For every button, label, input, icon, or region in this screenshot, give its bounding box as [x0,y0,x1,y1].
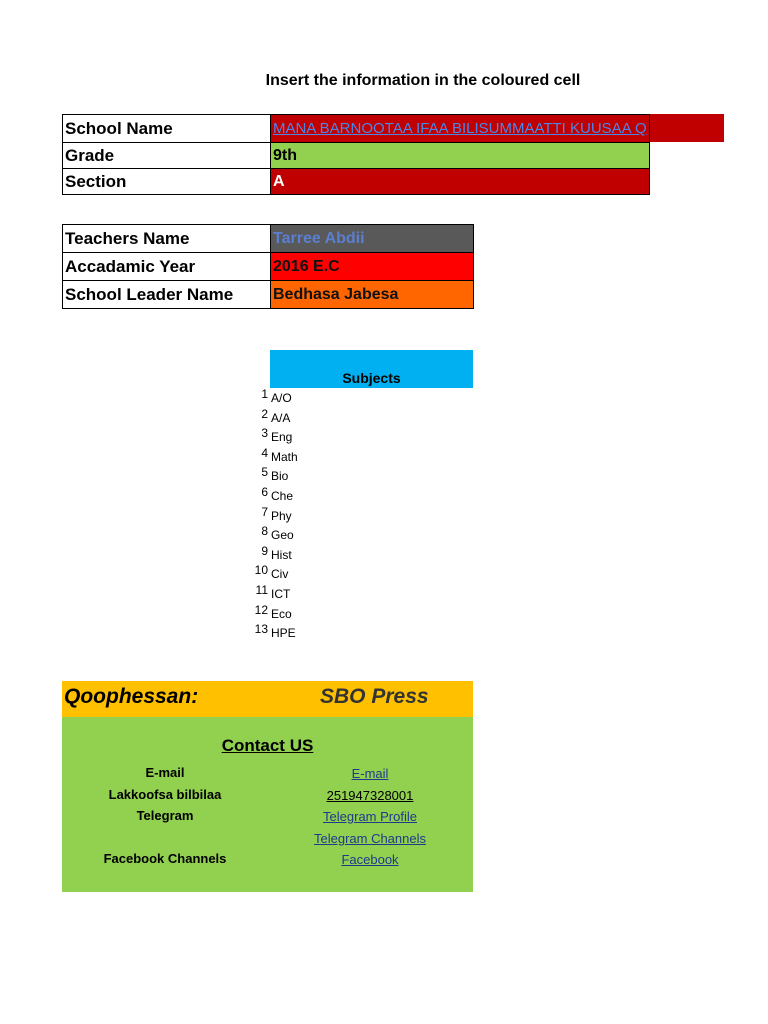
school-name-label: School Name [63,115,271,143]
subject-number: 13 [254,622,268,637]
school-info-table [62,114,650,195]
subject-name: Math [271,449,298,464]
email-link[interactable]: E-mail [351,766,389,781]
facebook-link[interactable]: Facebook [341,852,399,867]
subject-number: 10 [254,563,268,578]
subject-name: Bio [271,469,289,484]
leader-value[interactable]: Bedhasa Jabesa [271,281,474,309]
subjects-header [270,350,473,388]
subject-row [240,624,360,644]
subject-name: A/O [271,391,292,405]
facebook-label: Facebook Channels [103,851,227,866]
phone-label: Lakkoofsa bilbilaa [108,787,222,802]
prepared-by-value: SBO Press [320,685,429,708]
section-label: Section [63,169,271,195]
subject-name: Phy [271,508,292,523]
contact-box [62,717,473,892]
subject-number: 8 [261,524,268,539]
subject-number: 9 [261,543,268,558]
prepared-by-label: Qoophessan: [64,685,199,708]
subject-name: Che [271,488,294,503]
grade-value[interactable]: 9th [271,143,650,169]
subject-name: Geo [271,528,294,543]
subject-name: Civ [271,567,289,582]
year-label: Accadamic Year [63,253,271,281]
subject-name: Eng [271,430,293,445]
subject-name: HPE [271,626,296,641]
subject-number: 5 [261,465,268,480]
subject-name: A/A [271,410,291,425]
subject-number: 4 [261,445,268,460]
subject-number: 2 [261,406,268,421]
telegram-channels-link[interactable]: Telegram Channels [313,831,426,846]
subjects-header-label: Subjects [342,370,401,386]
instruction-text: Insert the information in the coloured cell [265,72,581,89]
subjects-list [240,389,360,644]
phone-value[interactable]: 251947328001 [326,788,414,803]
subject-name: ICT [271,586,291,601]
teacher-label: Teachers Name [63,225,271,253]
subject-number: 11 [255,582,268,597]
leader-label: School Leader Name [63,281,271,309]
subject-number: 12 [254,602,268,617]
section-value[interactable]: A [271,169,650,195]
teacher-value[interactable]: Tarree Abdii [271,225,474,253]
email-label: E-mail [145,765,185,780]
grade-label: Grade [63,143,271,169]
credit-bar [62,681,473,717]
subject-name: Eco [271,606,292,621]
school-name-value[interactable]: MANA BARNOOTAA IFAA BILISUMMAATTI KUUSAA Q [271,115,650,143]
contact-title: Contact US [221,736,314,755]
subject-number: 7 [261,504,268,519]
staff-info-table [62,224,474,309]
subject-number: 1 [261,387,268,401]
subject-name: Hist [271,547,292,562]
telegram-profile-link[interactable]: Telegram Profile [323,809,417,824]
year-value[interactable]: 2016 E.C [271,253,474,281]
subject-number: 3 [261,426,268,441]
telegram-label: Telegram [136,808,194,823]
subject-number: 6 [261,484,268,499]
